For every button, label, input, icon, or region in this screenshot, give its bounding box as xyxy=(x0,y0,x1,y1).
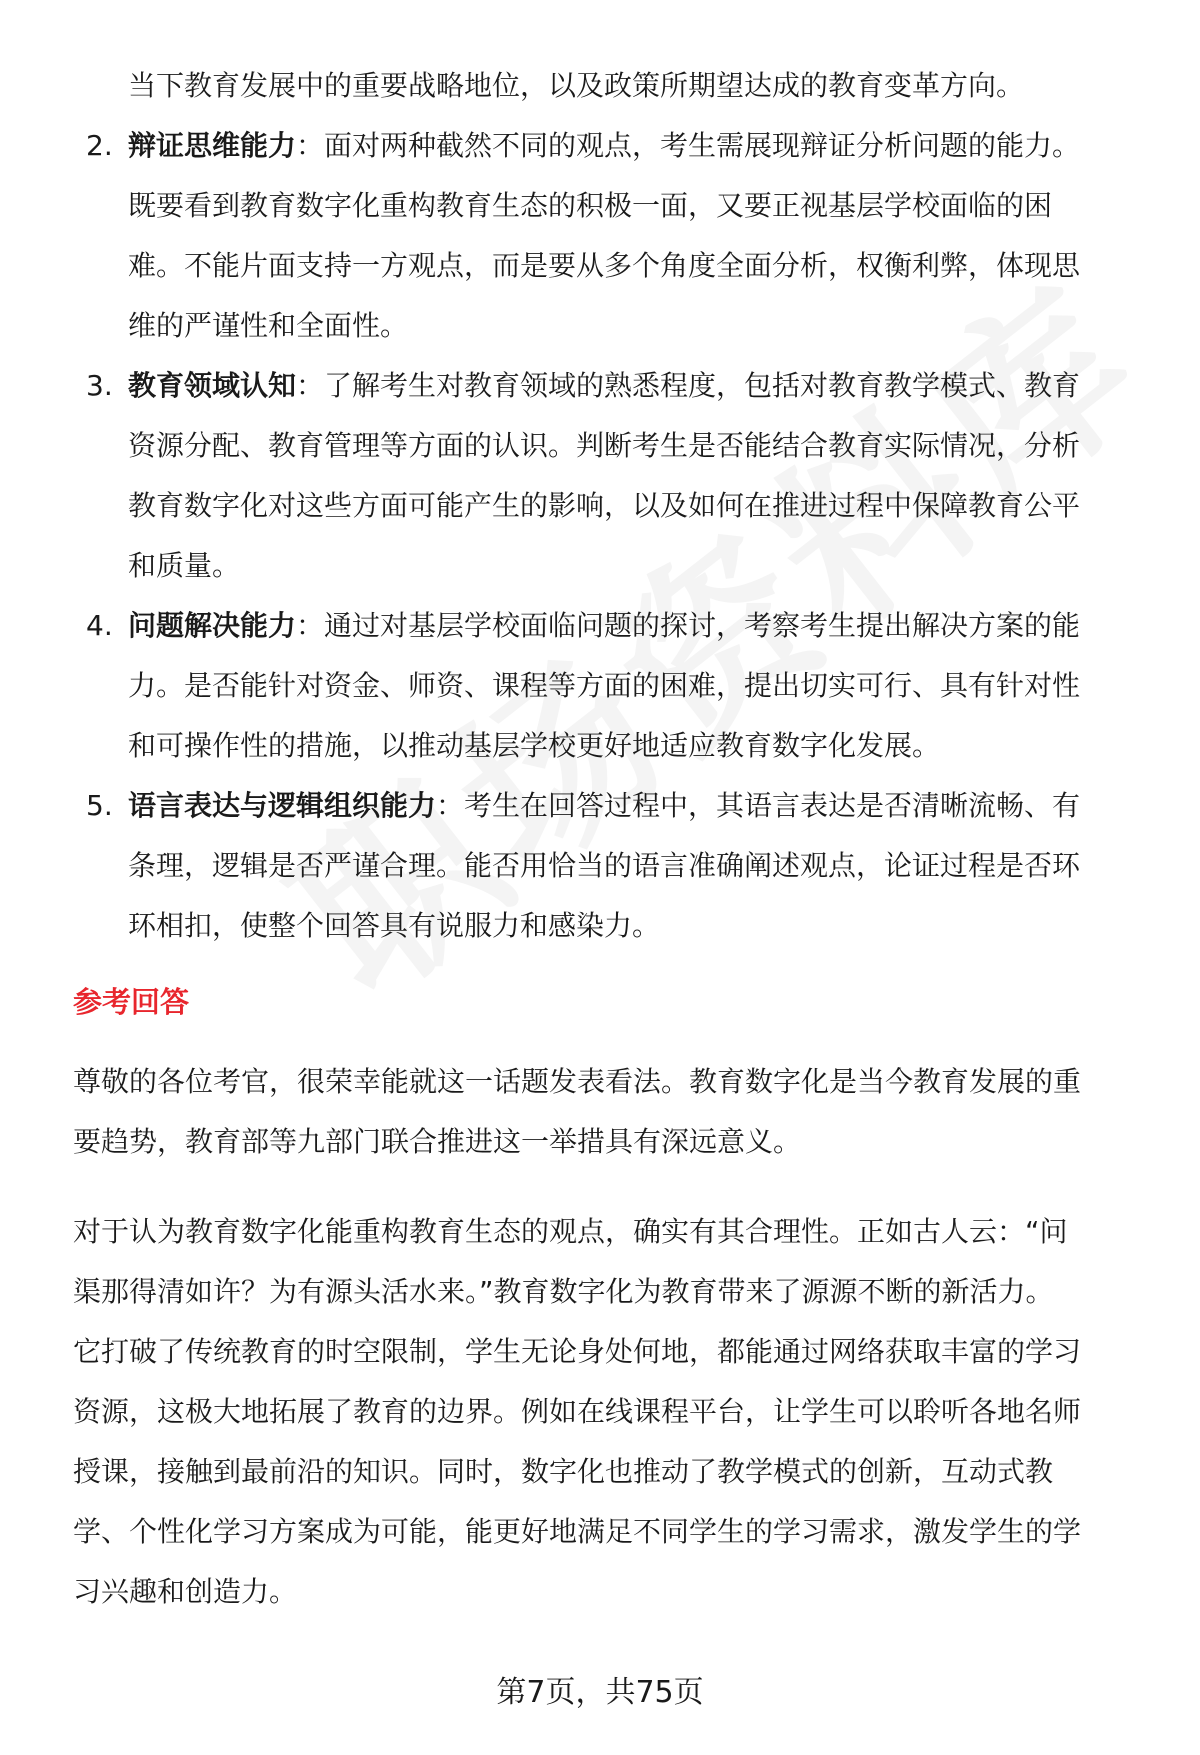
list-item-text: ：了解考生对教育领域的熟悉程度，包括对教育教学模式、教育 xyxy=(296,369,1081,402)
paragraph-line: 习兴趣和创造力。 xyxy=(73,1575,298,1608)
list-item-first-line xyxy=(128,788,1080,824)
list-item-text: 既要看到教育数字化重构教育生态的积极一面，又要正视基层学校面临的困 xyxy=(128,189,1053,222)
list-item-text: 教育数字化对这些方面可能产生的影响，以及如何在推进过程中保障教育公平 xyxy=(128,489,1081,522)
list-item-text: 和可操作性的措施，以推动基层学校更好地适应教育数字化发展。 xyxy=(128,729,941,762)
list-item-text: 力。是否能针对资金、师资、课程等方面的困难，提出切实可行、具有针对性 xyxy=(128,669,1081,702)
paragraph-line: 尊敬的各位考官，很荣幸能就这一话题发表看法。教育数字化是当今教育发展的重 xyxy=(73,1065,1082,1098)
list-item-first-line xyxy=(128,608,1080,644)
list-item-text: ：面对两种截然不同的观点，考生需展现辩证分析问题的能力。 xyxy=(296,129,1081,162)
section-heading: 参考回答 xyxy=(73,985,190,1019)
list-item-text: 环相扣，使整个回答具有说服力和感染力。 xyxy=(128,909,661,942)
list-item-text: 和质量。 xyxy=(128,549,241,582)
list-item-title: 辩证思维能力 xyxy=(128,129,297,162)
paragraph-line: 学、个性化学习方案成为可能，能更好地满足不同学生的学习需求，激发学生的学 xyxy=(73,1515,1082,1548)
list-number: 3. xyxy=(86,369,113,402)
list-item-first-line xyxy=(128,128,1080,164)
list-item-text: 资源分配、教育管理等方面的认识。判断考生是否能结合教育实际情况，分析 xyxy=(128,429,1081,462)
list-number: 5. xyxy=(86,789,113,822)
paragraph-line: 渠那得清如许？为有源头活水来。”教育数字化为教育带来了源源不断的新活力。 xyxy=(73,1275,1054,1308)
paragraph-line: 要趋势，教育部等九部门联合推进这一举措具有深远意义。 xyxy=(73,1125,802,1158)
intro-tail: 当下教育发展中的重要战略地位，以及政策所期望达成的教育变革方向。 xyxy=(128,69,1025,102)
paragraph-line: 资源，这极大地拓展了教育的边界。例如在线课程平台，让学生可以聆听各地名师 xyxy=(73,1395,1082,1428)
list-item-text: ：考生在回答过程中，其语言表达是否清晰流畅、有 xyxy=(436,789,1081,822)
list-item-text: 条理，逻辑是否严谨合理。能否用恰当的语言准确阐述观点，论证过程是否环 xyxy=(128,849,1081,882)
paragraph-line: 它打破了传统教育的时空限制，学生无论身处何地，都能通过网络获取丰富的学习 xyxy=(73,1335,1082,1368)
list-item-title: 问题解决能力 xyxy=(128,609,297,642)
list-item-text: ：通过对基层学校面临问题的探讨，考察考生提出解决方案的能 xyxy=(296,609,1081,642)
list-item-title: 语言表达与逻辑组织能力 xyxy=(128,789,437,822)
page-footer: 第7页，共75页 xyxy=(496,1675,704,1710)
list-item-text: 难。不能片面支持一方观点，而是要从多个角度全面分析，权衡利弊，体现思 xyxy=(128,249,1081,282)
list-item-title: 教育领域认知 xyxy=(128,369,297,402)
list-item-first-line xyxy=(128,368,1080,404)
paragraph-line: 对于认为教育数字化能重构教育生态的观点，确实有其合理性。正如古人云：“问 xyxy=(73,1215,1068,1248)
list-number: 2. xyxy=(86,129,113,162)
list-item-text: 维的严谨性和全面性。 xyxy=(128,309,409,342)
paragraph-line: 授课，接触到最前沿的知识。同时，数字化也推动了教学模式的创新，互动式教 xyxy=(73,1455,1054,1488)
list-number: 4. xyxy=(86,609,113,642)
